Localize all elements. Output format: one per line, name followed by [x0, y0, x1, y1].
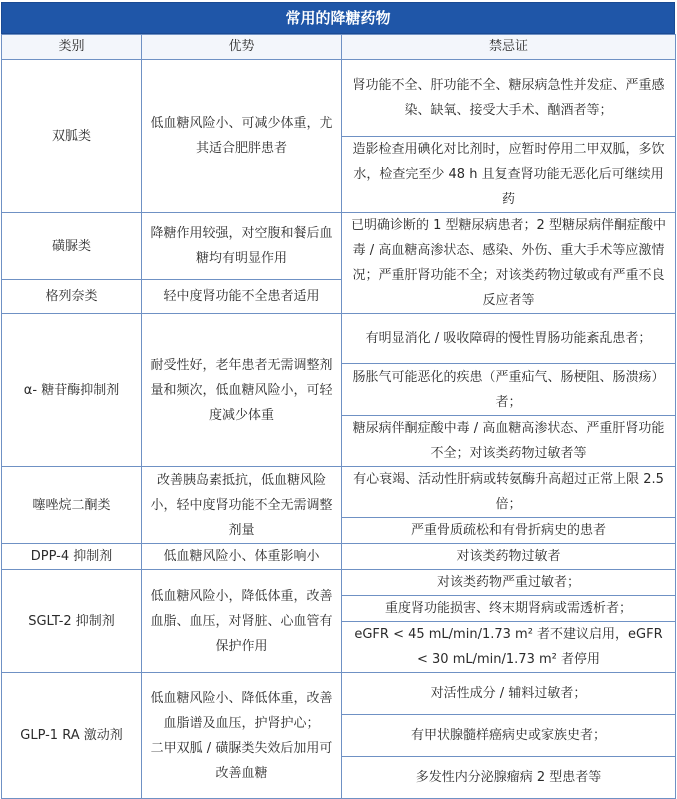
- table-row: [2, 213, 676, 280]
- advantages-cell: 耐受性好，老年患者无需调整剂量和频次，低血糖风险小，可轻度减少体重: [142, 314, 342, 467]
- category-cell: 噻唑烷二酮类: [2, 467, 142, 544]
- advantages-cell: 低血糖风险小、可减少体重，尤其适合肥胖患者: [142, 60, 342, 213]
- contraindication-cell: 对该类药物过敏者: [342, 544, 676, 570]
- category-cell: DPP-4 抑制剂: [2, 544, 142, 570]
- advantages-cell: 改善胰岛素抵抗，低血糖风险小，轻中度肾功能不全无需调整剂量: [142, 467, 342, 544]
- table-title: 常用的降糖药物: [1, 2, 675, 34]
- contraindication-cell: 肾功能不全、肝功能不全、糖尿病急性并发症、严重感染、缺氧、接受大手术、酗酒者等；: [342, 60, 676, 137]
- contraindication-cell: 重度肾功能损害、终末期肾病或需透析者；: [342, 596, 676, 622]
- table-row: [2, 544, 676, 570]
- advantages-cell: 低血糖风险小、体重影响小: [142, 544, 342, 570]
- category-cell: 格列奈类: [2, 280, 142, 314]
- contraindication-cell: 对活性成分 / 辅料过敏者；: [342, 673, 676, 715]
- advantages-cell: [142, 673, 342, 799]
- table-row: [2, 314, 676, 364]
- table-row: [2, 60, 676, 137]
- category-cell: α- 糖苷酶抑制剂: [2, 314, 142, 467]
- table-row: [2, 467, 676, 518]
- advantages-cell: 降糖作用较强，对空腹和餐后血糖均有明显作用: [142, 213, 342, 280]
- table-row: [2, 673, 676, 715]
- header-category: 类别: [2, 35, 142, 60]
- contraindication-cell: 已明确诊断的 1 型糖尿病患者；2 型糖尿病伴酮症酸中毒 / 高血糖高渗状态、感染、外伤、重大手术等应激情况；严重肝肾功能不全；对该类药物过敏或有严重不良反应者等: [342, 213, 676, 314]
- contraindication-cell: 有明显消化 / 吸收障碍的慢性胃肠功能紊乱患者；: [342, 314, 676, 364]
- drug-table: [1, 34, 676, 799]
- contraindication-cell: 有甲状腺髓样癌病史或家族史者；: [342, 715, 676, 757]
- category-cell: SGLT-2 抑制剂: [2, 570, 142, 673]
- header-row: [2, 35, 676, 60]
- contraindication-cell: eGFR < 45 mL/min/1.73 m² 者不建议启用，eGFR < 30 mL/min/1.73 m² 者停用: [342, 622, 676, 673]
- header-contraindications: 禁忌证: [342, 35, 676, 60]
- contraindication-cell: 造影检查用碘化对比剂时，应暂时停用二甲双胍，多饮水，检查完至少 48 h 且复查肾功能无恶化后可继续用药: [342, 137, 676, 213]
- advantages-text: 低血糖风险小、降低体重，改善血脂谱及血压，护肾护心；: [150, 690, 333, 731]
- contraindication-cell: 对该类药物严重过敏者；: [342, 570, 676, 596]
- advantages-extra-text: 二甲双胍 / 磺脲类失效后加用可改善血糖: [150, 740, 333, 781]
- category-cell: 磺脲类: [2, 213, 142, 280]
- contraindication-cell: 严重骨质疏松和有骨折病史的患者: [342, 518, 676, 544]
- contraindication-cell: 糖尿病伴酮症酸中毒 / 高血糖高渗状态、严重肝肾功能不全；对该类药物过敏者等: [342, 416, 676, 467]
- advantages-cell: 低血糖风险小，降低体重，改善血脂、血压，对肾脏、心血管有保护作用: [142, 570, 342, 673]
- category-cell: GLP-1 RA 激动剂: [2, 673, 142, 799]
- table-row: [2, 570, 676, 596]
- advantages-cell: 轻中度肾功能不全患者适用: [142, 280, 342, 314]
- contraindication-cell: 有心衰竭、活动性肝病或转氨酶升高超过正常上限 2.5 倍；: [342, 467, 676, 518]
- drug-table-container: [1, 2, 675, 799]
- contraindication-cell: 多发性内分泌腺瘤病 2 型患者等: [342, 757, 676, 799]
- header-advantages: 优势: [142, 35, 342, 60]
- category-cell: 双胍类: [2, 60, 142, 213]
- contraindication-cell: 肠胀气可能恶化的疾患（严重疝气、肠梗阻、肠溃疡）者；: [342, 364, 676, 416]
